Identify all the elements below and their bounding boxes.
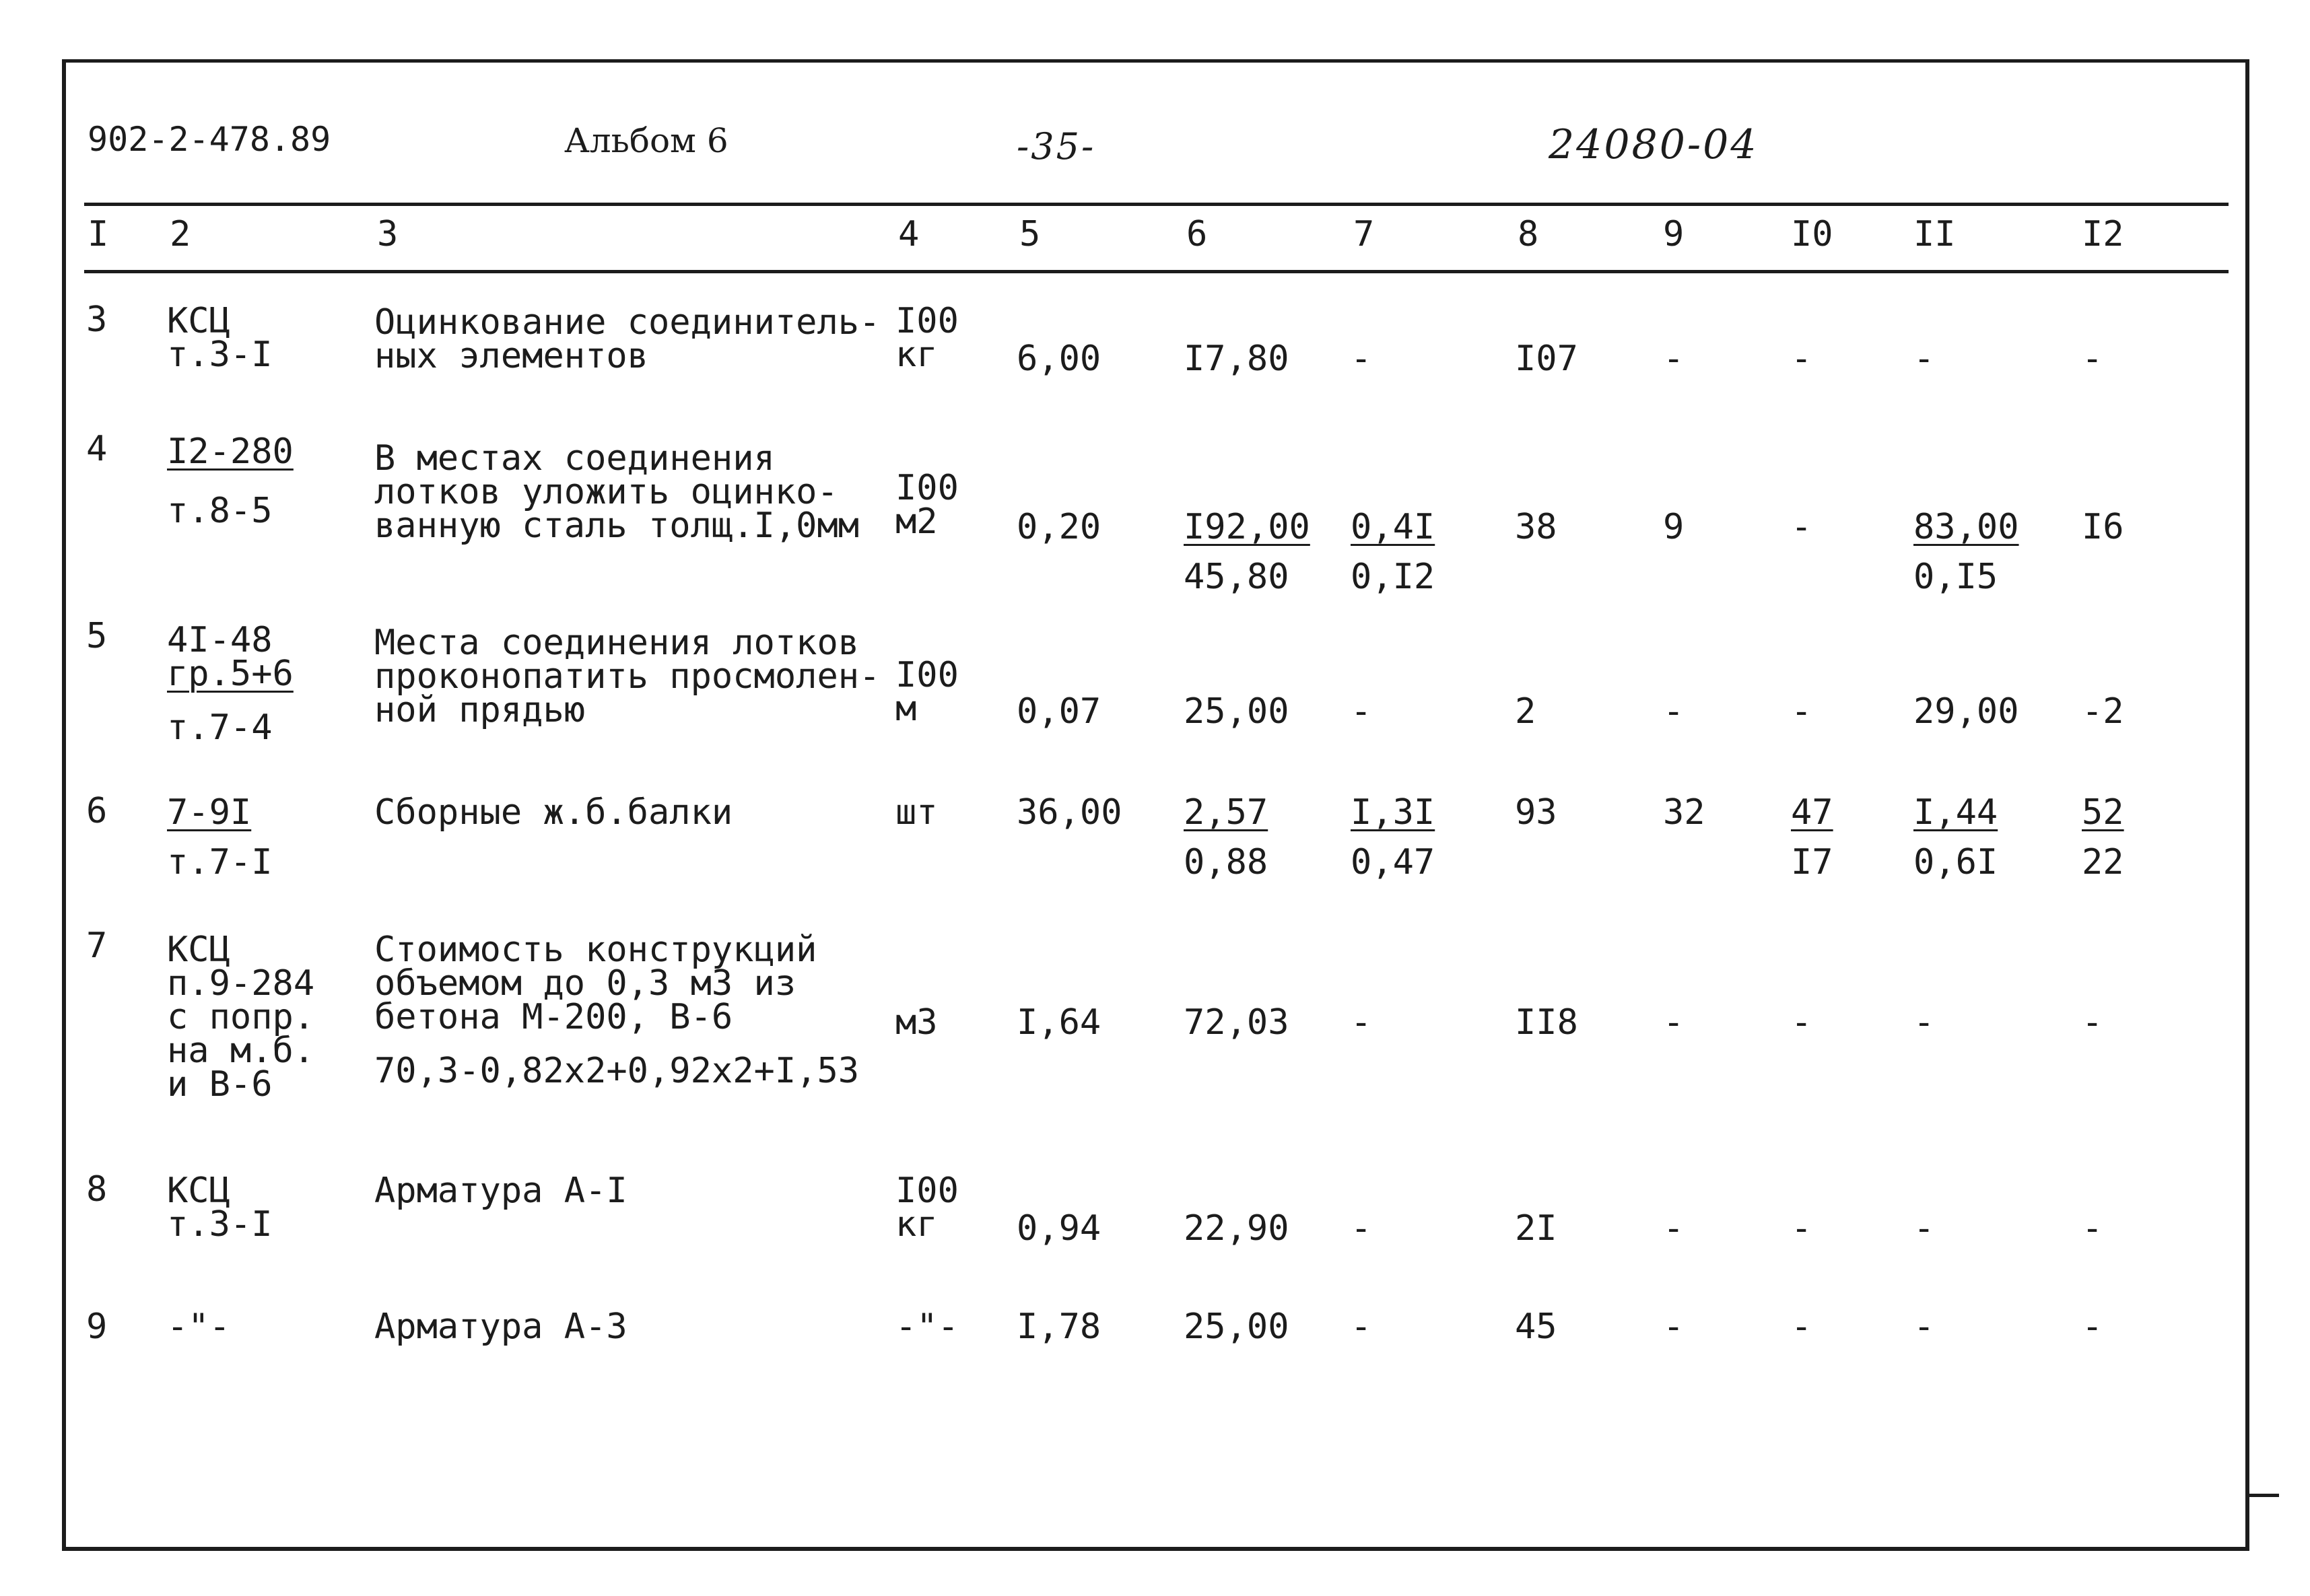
col-num-11: II: [1913, 214, 1956, 254]
row-name-line: Арматура А-3: [374, 1307, 627, 1347]
row-col10-bottom: I7: [1791, 842, 1833, 882]
header-rule-top: [84, 203, 2229, 206]
row-code-line: с попр.: [167, 997, 315, 1037]
row-col9: 9: [1663, 507, 1685, 547]
row-qty: 0,07: [1017, 691, 1101, 732]
row-code-line: п.9-284: [167, 963, 315, 1004]
col-num-8: 8: [1518, 214, 1539, 254]
row-col6: 25,00: [1184, 691, 1289, 732]
row-name-line: объемом до 0,3 м3 из: [374, 963, 796, 1004]
row-qty: 0,20: [1017, 507, 1101, 547]
row-col11: 29,00: [1913, 691, 2019, 732]
row-col12: -: [2082, 339, 2103, 379]
row-col9: -: [1663, 1307, 1685, 1347]
row-code-line: -"-: [167, 1307, 230, 1347]
row-qty: I,64: [1017, 1002, 1101, 1043]
row-unit-line: I00: [895, 655, 959, 695]
row-col9: -: [1663, 1208, 1685, 1249]
row-col6-top: I92,00: [1184, 507, 1310, 547]
row-code-top: I2-280: [167, 431, 294, 472]
row-col6: 72,03: [1184, 1002, 1289, 1043]
row-unit-line: шт: [895, 792, 938, 833]
row-code-line: на м.б.: [167, 1031, 315, 1071]
row-col11-top: I,44: [1913, 792, 1998, 833]
row-code-line: КСЦ: [167, 301, 230, 341]
row-col6-bottom: 45,80: [1184, 557, 1289, 597]
row-col7-top: 0,4I: [1351, 507, 1435, 547]
row-col10: -: [1791, 1208, 1812, 1249]
row-col11: -: [1913, 339, 1935, 379]
row-col11: -: [1913, 1002, 1935, 1043]
row-formula: 70,3-0,82х2+0,92х2+I,53: [374, 1051, 860, 1091]
row-col7: -: [1351, 1002, 1372, 1043]
row-code-bottom: т.8-5: [167, 491, 273, 531]
row-col7-top: I,3I: [1351, 792, 1435, 833]
frame-left-border: [62, 59, 66, 1551]
row-col9: -: [1663, 691, 1685, 732]
row-col6-bottom: 0,88: [1184, 842, 1268, 882]
row-number: 5: [86, 616, 108, 656]
row-name-line: Места соединения лотков: [374, 623, 860, 663]
row-col10: -: [1791, 1307, 1812, 1347]
col-num-6: 6: [1186, 214, 1208, 254]
row-code-line: т.7-4: [167, 707, 273, 748]
row-col12-top: 52: [2082, 792, 2124, 833]
row-name-line: ных элементов: [374, 336, 648, 376]
row-code-bottom: т.7-I: [167, 842, 273, 882]
row-number: 9: [86, 1307, 108, 1347]
row-col12: -2: [2082, 691, 2124, 732]
row-qty: I,78: [1017, 1307, 1101, 1347]
row-name-line: Сборные ж.б.балки: [374, 792, 733, 833]
row-col6: 22,90: [1184, 1208, 1289, 1249]
row-col8: 93: [1515, 792, 1557, 833]
col-num-2: 2: [170, 214, 191, 254]
row-number: 7: [86, 926, 108, 966]
row-col7-bottom: 0,I2: [1351, 557, 1435, 597]
row-code-line: КСЦ: [167, 930, 230, 970]
row-col8: 38: [1515, 507, 1557, 547]
row-name-line: ной прядью: [374, 690, 586, 730]
row-name-line: В местах соединения: [374, 438, 775, 479]
row-unit-line: м2: [895, 501, 938, 542]
row-col11-bottom: 0,6I: [1913, 842, 1998, 882]
row-col6: 25,00: [1184, 1307, 1289, 1347]
row-col11-top: 83,00: [1913, 507, 2019, 547]
row-col10-top: 47: [1791, 792, 1833, 833]
row-col12: I6: [2082, 507, 2124, 547]
row-number: 6: [86, 791, 108, 831]
row-col8: 2I: [1515, 1208, 1557, 1249]
row-qty: 0,94: [1017, 1208, 1101, 1249]
row-code-top: 7-9I: [167, 792, 252, 833]
row-code-line: гр.5+6: [167, 654, 294, 694]
row-name-line: Стоимость конструкций: [374, 930, 817, 970]
row-col12: -: [2082, 1307, 2103, 1347]
row-name-line: лотков уложить оцинко-: [374, 472, 838, 512]
row-col10: -: [1791, 507, 1812, 547]
project-code: 24080-04: [1549, 121, 1759, 168]
row-col11: -: [1913, 1208, 1935, 1249]
row-col11-bottom: 0,I5: [1913, 557, 1998, 597]
row-code-line: т.3-I: [167, 335, 273, 375]
col-num-5: 5: [1019, 214, 1041, 254]
row-unit-line: I00: [895, 1171, 959, 1211]
row-col12-bottom: 22: [2082, 842, 2124, 882]
row-col10: -: [1791, 691, 1812, 732]
col-num-9: 9: [1663, 214, 1685, 254]
row-code-line: т.3-I: [167, 1204, 273, 1245]
row-unit-line: м: [895, 689, 917, 729]
row-col7-bottom: 0,47: [1351, 842, 1435, 882]
row-unit-line: м3: [895, 1002, 938, 1043]
row-number: 3: [86, 300, 108, 340]
row-col9: -: [1663, 1002, 1685, 1043]
col-num-3: 3: [377, 214, 399, 254]
row-code-line: и В-6: [167, 1064, 273, 1105]
row-unit-line: I00: [895, 301, 959, 341]
row-name-line: Оцинкование соединитель-: [374, 302, 881, 343]
row-col9: 32: [1663, 792, 1705, 833]
row-unit-line: I00: [895, 468, 959, 508]
row-col6-top: 2,57: [1184, 792, 1268, 833]
row-qty: 6,00: [1017, 339, 1101, 379]
frame-right-border: [2245, 59, 2249, 1551]
row-col7: -: [1351, 1208, 1372, 1249]
row-name-line: проконопатить просмолен-: [374, 656, 881, 697]
row-name-line: Арматура А-I: [374, 1171, 627, 1211]
row-name-line: ванную сталь толщ.I,0мм: [374, 506, 860, 546]
row-qty: 36,00: [1017, 792, 1122, 833]
col-num-7: 7: [1353, 214, 1375, 254]
row-code-line: КСЦ: [167, 1171, 230, 1211]
col-num-1: I: [88, 214, 109, 254]
row-col8: 45: [1515, 1307, 1557, 1347]
row-unit-line: кг: [895, 335, 938, 375]
row-col7: -: [1351, 691, 1372, 732]
frame-top-border: [62, 59, 2249, 63]
album-label: Альбом 6: [564, 121, 728, 160]
row-col8: I07: [1515, 339, 1578, 379]
row-col7: -: [1351, 1307, 1372, 1347]
row-col12: -: [2082, 1208, 2103, 1249]
header-rule-bottom: [84, 270, 2229, 273]
row-col10: -: [1791, 339, 1812, 379]
row-col10: -: [1791, 1002, 1812, 1043]
row-col8: II8: [1515, 1002, 1578, 1043]
row-number: 8: [86, 1169, 108, 1210]
row-code-line: 4I-48: [167, 620, 273, 660]
doc-code-text: 902-2-478.89: [88, 120, 331, 159]
row-col9: -: [1663, 339, 1685, 379]
col-num-4: 4: [898, 214, 920, 254]
row-col12: -: [2082, 1002, 2103, 1043]
row-unit-line: кг: [895, 1204, 938, 1245]
row-name-line: бетона М-200, В-6: [374, 997, 733, 1037]
row-col11: -: [1913, 1307, 1935, 1347]
row-unit-line: -"-: [895, 1307, 959, 1347]
frame-bottom-border: [62, 1547, 2249, 1551]
row-col6: I7,80: [1184, 339, 1289, 379]
row-col7: -: [1351, 339, 1372, 379]
frame-tick-mark: [2249, 1494, 2279, 1497]
row-col8: 2: [1515, 691, 1536, 732]
col-num-10: I0: [1791, 214, 1833, 254]
doc-code: [88, 120, 331, 159]
page-number: -35-: [1017, 125, 1096, 168]
row-number: 4: [86, 429, 108, 469]
col-num-12: I2: [2082, 214, 2124, 254]
